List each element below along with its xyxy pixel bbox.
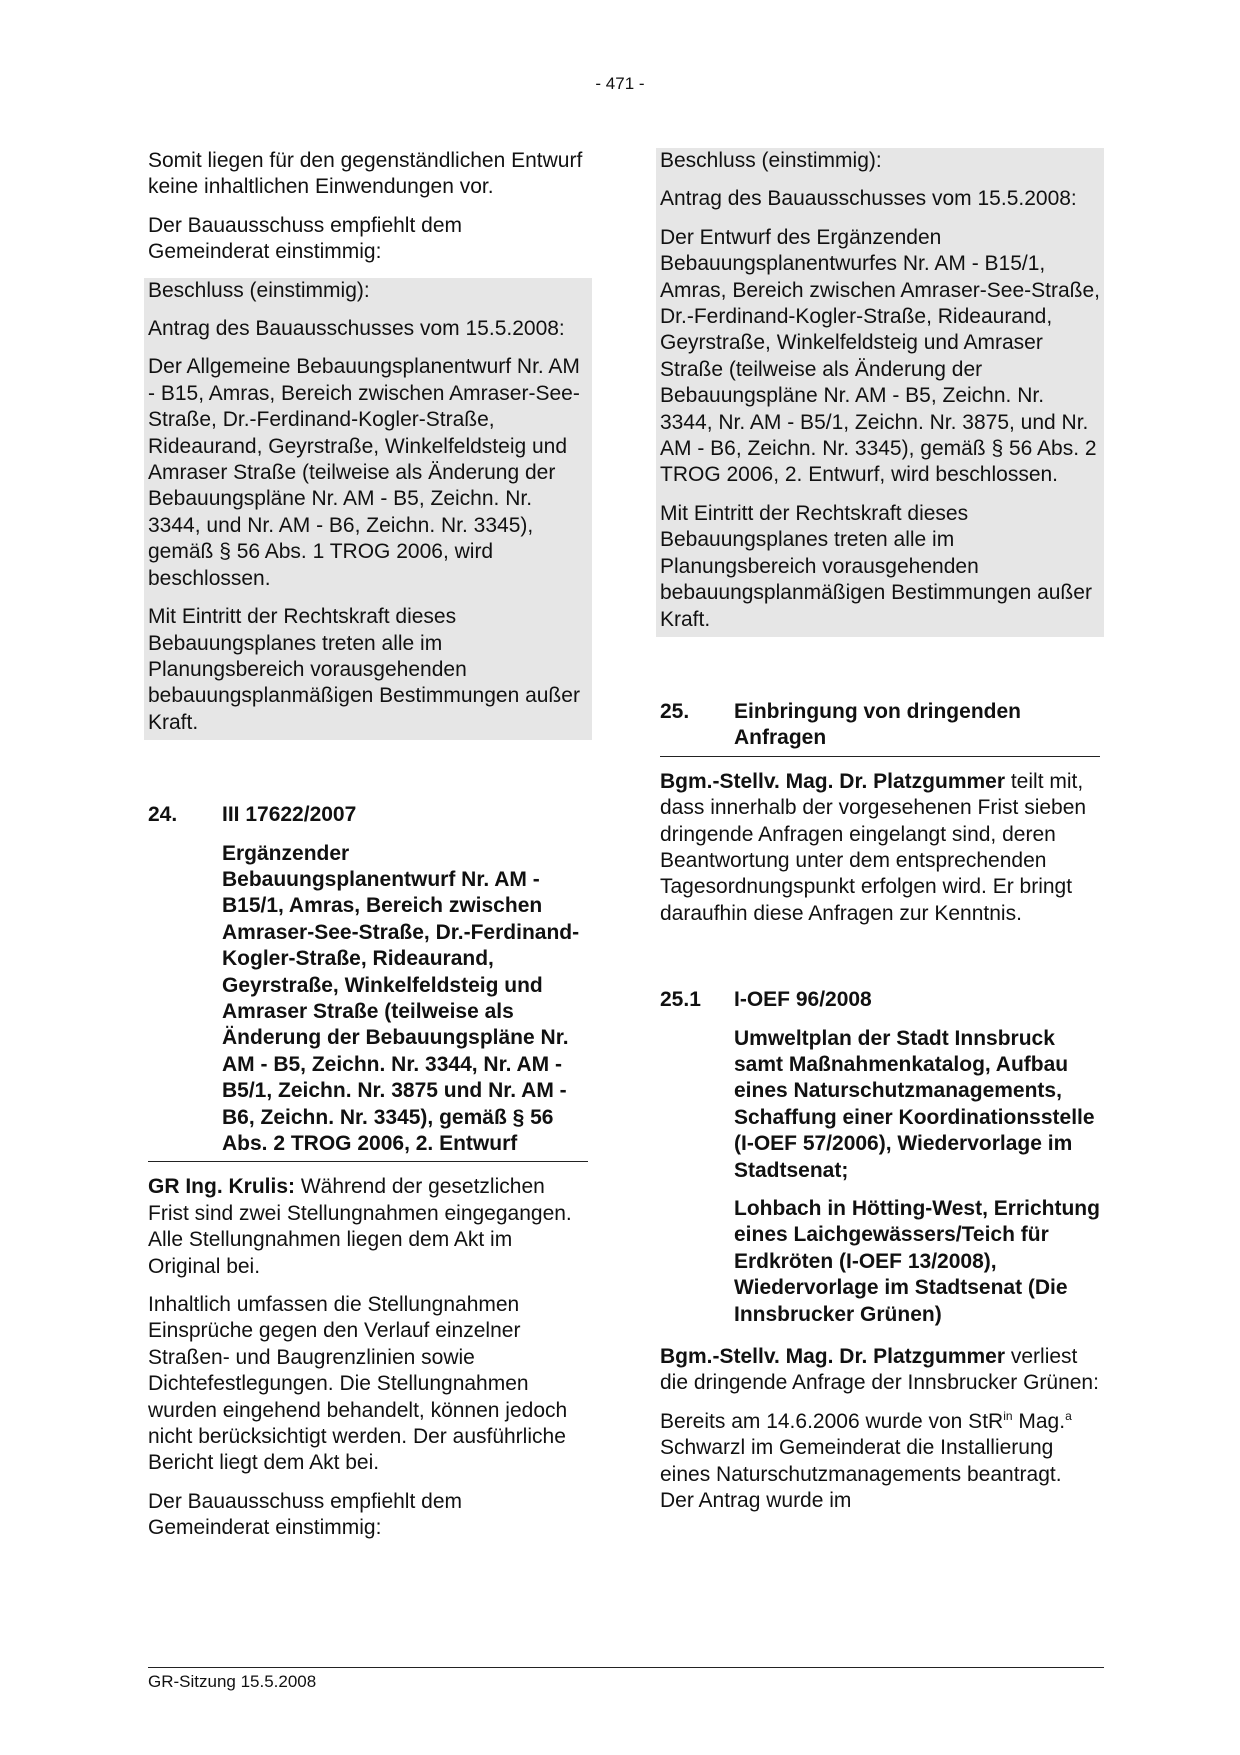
motion-line: Antrag des Bauausschusses vom 15.5.2008: xyxy=(148,317,565,341)
speaker-statement: Während der gesetzlichen Frist sind zwei Stellungnahmen eingegangen. Alle Stellungnahmen liegen dem Akt im Original bei. xyxy=(148,1175,572,1278)
speaker-statement: teilt mit, dass innerhalb der vorgesehenen Frist sieben dringende Anfragen eingelangt sind, deren Beantwortung unter dem entsprechenden Tagesordnungspunkt erfolgen wird. Er bringt daraufhin diese Anfragen zur Kenntnis. xyxy=(660,769,1087,925)
speaker-paragraph xyxy=(660,769,1100,927)
right-column xyxy=(660,148,1100,1526)
closing-text-3: Schwarzl im Gemeinderat die Installierung eines Naturschutzmanagements beantragt. Der Antrag wurde im xyxy=(660,1436,1062,1513)
intro-paragraph: Somit liegen für den gegenständlichen Entwurf keine inhaltlichen Einwendungen vor. xyxy=(148,149,583,199)
superscript-a: a xyxy=(1065,1408,1072,1423)
agenda-item-title: Ergänzender Bebauungsplanentwurf Nr. AM - B15/1, Amras, Bereich zwischen Amraser-See-Straße, Dr.-Ferdinand-Kogler-Straße, Rideaurand, Geyrstraße, Winkelfeldsteig und Amraser Straße (teilweise als Änderung der Bebauungspläne Nr. AM - B5, Zeichn. Nr. 3344, Nr. AM - B5/1, Zeichn. Nr. 3875 und Nr. AM - B6, Zeichn. Nr. 3345), gemäß § 56 Abs. 2 TROG 2006, 2. Entwurf xyxy=(222,841,580,1155)
closing-text-1: Bereits am 14.6.2006 wurde von StR xyxy=(660,1409,1004,1433)
agenda-item-25-heading xyxy=(660,699,1100,757)
motion-line: Antrag des Bauausschusses vom 15.5.2008: xyxy=(660,187,1077,211)
speaker-name: Bgm.-Stellv. Mag. Dr. Platzgummer xyxy=(660,1345,1006,1369)
resolution-heading: Beschluss (einstimmig): xyxy=(148,278,370,302)
footer-text: GR-Sitzung 15.5.2008 xyxy=(148,1672,317,1691)
speaker-statement: verliest die dringende Anfrage der Innsbrucker Grünen: xyxy=(660,1345,1099,1395)
resolution-heading: Beschluss (einstimmig): xyxy=(660,149,882,172)
agenda-item-reference: III 17622/2007 xyxy=(222,803,357,827)
recommendation-paragraph: Der Bauausschuss empfiehlt dem Gemeinderat einstimmig: xyxy=(148,213,462,264)
resolution-effect: Mit Eintritt der Rechtskraft dieses Bebauungsplanes treten alle im Planungsbereich vorausgehenden bebauungsplanmäßigen Bestimmungen außer Kraft. xyxy=(660,501,1092,631)
agenda-item-title-a: Umweltplan der Stadt Innsbruck samt Maßnahmenkatalog, Aufbau eines Naturschutzmanagements, Schaffung einer Koordinationsstelle (I-OEF 57/2006), Wiedervorlage im Stadtsenat; xyxy=(734,1026,1095,1182)
agenda-item-reference: I-OEF 96/2008 xyxy=(734,988,872,1012)
content-paragraph: Inhaltlich umfassen die Stellungnahmen Einsprüche gegen den Verlauf einzelner Straßen- und Baugrenzlinien sowie Dichtefestlegungen. Die Stellungnahmen wurden eingehend behandelt, können jedoch nicht berücksichtigt werden. Der ausführliche Bericht liegt dem Akt bei. xyxy=(148,1293,568,1475)
resolution-text: Der Allgemeine Bebauungsplanentwurf Nr. AM - B15, Amras, Bereich zwischen Amraser-See-Straße, Dr.-Ferdinand-Kogler-Straße, Rideaurand, Geyrstraße, Winkelfeldsteig und Amraser Straße (teilweise als Änderung der Bebauungspläne Nr. AM - B5, Zeichn. Nr. 3344, und Nr. AM - B6, Zeichn. Nr. 3345), gemäß § 56 Abs. 1 TROG 2006, wird beschlossen. xyxy=(148,355,580,590)
superscript-in: in xyxy=(1003,1408,1013,1423)
agenda-item-title: Einbringung von dringenden Anfragen xyxy=(734,699,1021,750)
agenda-item-25-1-heading xyxy=(660,987,1100,1332)
recommendation-paragraph-2: Der Bauausschuss empfiehlt dem Gemeinderat einstimmig: xyxy=(148,1489,462,1540)
speaker-paragraph xyxy=(148,1174,588,1280)
left-column xyxy=(148,148,588,1554)
speaker-paragraph-2 xyxy=(660,1344,1100,1397)
closing-text-2: Mag. xyxy=(1012,1409,1066,1433)
resolution-effect: Mit Eintritt der Rechtskraft dieses Bebauungsplanes treten alle im Planungsbereich vorausgehenden bebauungsplanmäßigen Bestimmungen außer Kraft. xyxy=(148,605,580,734)
agenda-item-24-heading xyxy=(148,802,588,1162)
speaker-name: Bgm.-Stellv. Mag. Dr. Platzgummer xyxy=(660,769,1006,793)
resolution-box xyxy=(144,278,592,741)
closing-paragraph xyxy=(660,1409,1100,1515)
footer-divider xyxy=(148,1667,1104,1668)
speaker-name: GR Ing. Krulis: xyxy=(148,1175,295,1199)
resolution-text: Der Entwurf des Ergänzenden Bebauungsplanentwurfes Nr. AM - B15/1, Amras, Bereich zwischen Amraser-See-Straße, Dr.-Ferdinand-Kogler-Straße, Rideaurand, Geyrstraße, Winkelfeldsteig und Amraser Straße (teilweise als Änderung der Bebauungspläne Nr. AM - B5, Zeichn. Nr. 3344, Nr. AM - B5/1, Zeichn. Nr. 3875, und Nr. AM - B6, Zeichn. Nr. 3345), gemäß § 56 Abs. 2 TROG 2006, 2. Entwurf, wird beschlossen. xyxy=(660,225,1100,487)
agenda-item-title-b: Lohbach in Hötting-West, Errichtung eines Laichgewässers/Teich für Erdkröten (I-OEF 13/2008), Wiedervorlage im Stadtsenat (Die Innsbrucker Grünen) xyxy=(734,1197,1100,1326)
agenda-item-number: 24. xyxy=(148,803,178,827)
resolution-box-2 xyxy=(656,148,1104,637)
page-number: - 471 - xyxy=(595,74,645,93)
agenda-item-number: 25. xyxy=(660,699,690,723)
agenda-item-number: 25.1 xyxy=(660,988,701,1012)
